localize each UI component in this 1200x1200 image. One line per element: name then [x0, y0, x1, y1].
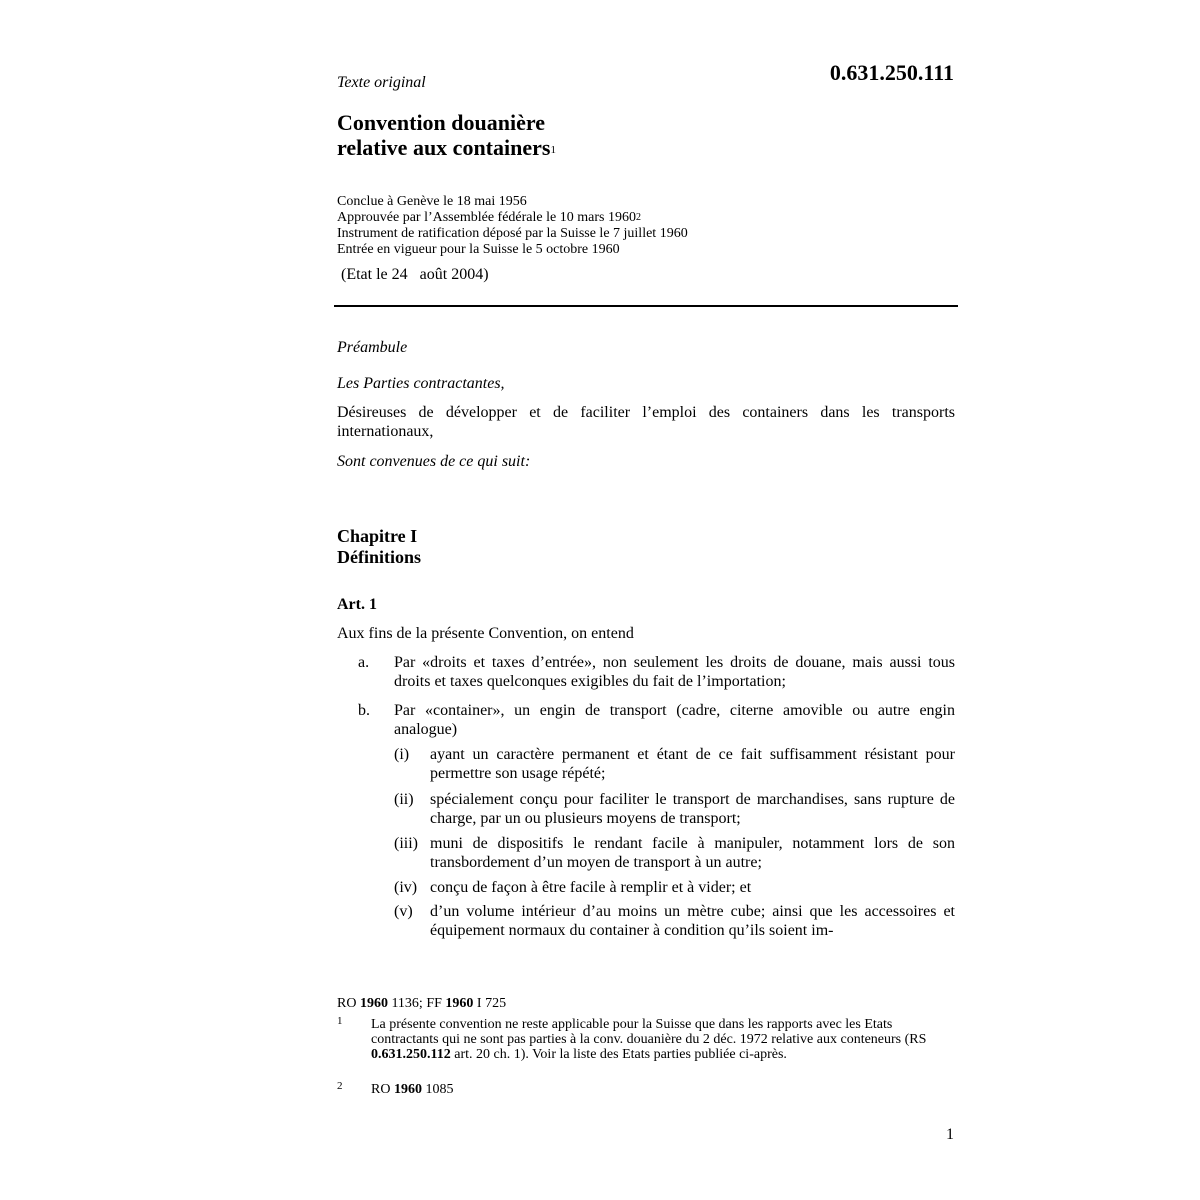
list-item-text: Par «droits et taxes d’entrée», non seulement les droits de douane, mais aussi tous droits et taxes quelconques exigibles du fait de l’importation;	[394, 654, 955, 690]
sub-item-text: ayant un caractère permanent et étant de ce fait suffisamment résistant pour permettre son usage répété;	[430, 746, 955, 782]
footnote-2-ro-label: RO	[371, 1082, 394, 1097]
chapter-heading	[337, 526, 421, 568]
sub-item-marker: (iv)	[394, 879, 418, 896]
source-ro-year: 1960	[359, 996, 388, 1011]
sub-list-item	[394, 834, 955, 874]
meta-entry: Entrée en vigueur pour la Suisse le 5 octobre 1960	[337, 242, 620, 257]
sub-item-marker: (iii)	[394, 835, 418, 852]
sub-item-marker: (v)	[394, 903, 413, 920]
source-ro-page: 1136; FF	[387, 996, 446, 1011]
meta-ratification: Instrument de ratification déposé par la Suisse le 7 juillet 1960	[337, 226, 688, 241]
state-date: (Etat le 24 août 2004)	[341, 266, 489, 283]
sub-list-item	[394, 745, 955, 785]
treaty-metadata	[337, 194, 688, 258]
footnote-1	[371, 1017, 955, 1062]
title-footnote-ref[interactable]: 1	[550, 144, 556, 156]
source-ro-label: RO	[337, 996, 360, 1011]
source-ff-page: I 725	[473, 996, 507, 1011]
sub-item-marker: (ii)	[394, 791, 414, 808]
preamble-heading: Préambule	[337, 339, 408, 356]
page-number: 1	[946, 1126, 954, 1143]
chapter-title: Définitions	[337, 547, 422, 567]
chapter-number: Chapitre I	[337, 526, 418, 546]
sub-item-marker: (i)	[394, 746, 410, 763]
source-reference	[337, 996, 506, 1011]
source-ff-year: 1960	[445, 996, 474, 1011]
footnote-1-text-a: La présente convention ne reste applicable pour la Suisse que dans les rapports avec les Etats contractants qui ne sont pas parties à la conv. douanière du 2 déc. 1972 relative aux conteneurs (RS	[371, 1017, 927, 1047]
list-item-marker: b.	[358, 702, 370, 719]
rs-number: 0.631.250.111	[829, 60, 954, 85]
document-label: Texte original	[337, 74, 426, 91]
title-line-1: Convention douanière	[337, 110, 546, 135]
title-line-2-text: relative aux containers	[337, 135, 551, 160]
list-item	[358, 653, 955, 693]
preamble-agreed: Sont convenues de ce qui suit:	[337, 453, 531, 470]
sub-item-text: muni de dispositifs le rendant facile à manipuler, notamment lors de son transbordement d’un moyen de transport à un autre;	[430, 835, 955, 871]
list-item-marker: a.	[358, 654, 370, 671]
page-title	[337, 110, 556, 160]
footnote-1-text-b: art. 20 ch. 1). Voir la liste des Etats parties publiée ci-après.	[450, 1047, 787, 1062]
sub-item-text: d’un volume intérieur d’au moins un mètre cube; ainsi que les accessoires et équipement normaux du container à condition qu’ils soient im-	[430, 903, 955, 939]
sub-list-item	[394, 902, 955, 942]
article-intro: Aux fins de la présente Convention, on entend	[337, 625, 634, 642]
meta-approved-footnote-ref[interactable]: 2	[635, 212, 641, 223]
footnote-1-marker: 1	[337, 1015, 343, 1027]
footnote-2-year: 1960	[393, 1082, 422, 1097]
footnote-1-rs-link[interactable]: 0.631.250.112	[371, 1047, 451, 1062]
sub-item-text: conçu de façon à être facile à remplir et à vider; et	[430, 879, 752, 896]
preamble-desire: Désireuses de développer et de faciliter l’emploi des containers dans les transports internationaux,	[337, 404, 955, 440]
title-line-2	[337, 135, 556, 160]
footnote-2-page: 1085	[421, 1082, 454, 1097]
list-item-text: Par «container», un engin de transport (cadre, citerne amovible ou autre engin analogue)	[394, 702, 955, 738]
sub-list-item	[394, 790, 955, 830]
sub-list-item	[394, 878, 955, 898]
list-item	[358, 701, 955, 741]
article-label: Art. 1	[337, 596, 377, 613]
footnote-2-marker: 2	[337, 1080, 343, 1092]
preamble-parties: Les Parties contractantes,	[337, 375, 505, 392]
meta-concluded: Conclue à Genève le 18 mai 1956	[337, 194, 527, 209]
sub-item-text: spécialement conçu pour faciliter le transport de marchandises, sans rupture de charge, par un ou plusieurs moyens de transport;	[430, 791, 955, 827]
meta-approved-text: Approuvée par l’Assemblée fédérale le 10 mars 1960	[337, 210, 636, 225]
header-divider	[334, 305, 958, 307]
footnote-2	[371, 1082, 955, 1097]
meta-approved	[337, 210, 688, 226]
